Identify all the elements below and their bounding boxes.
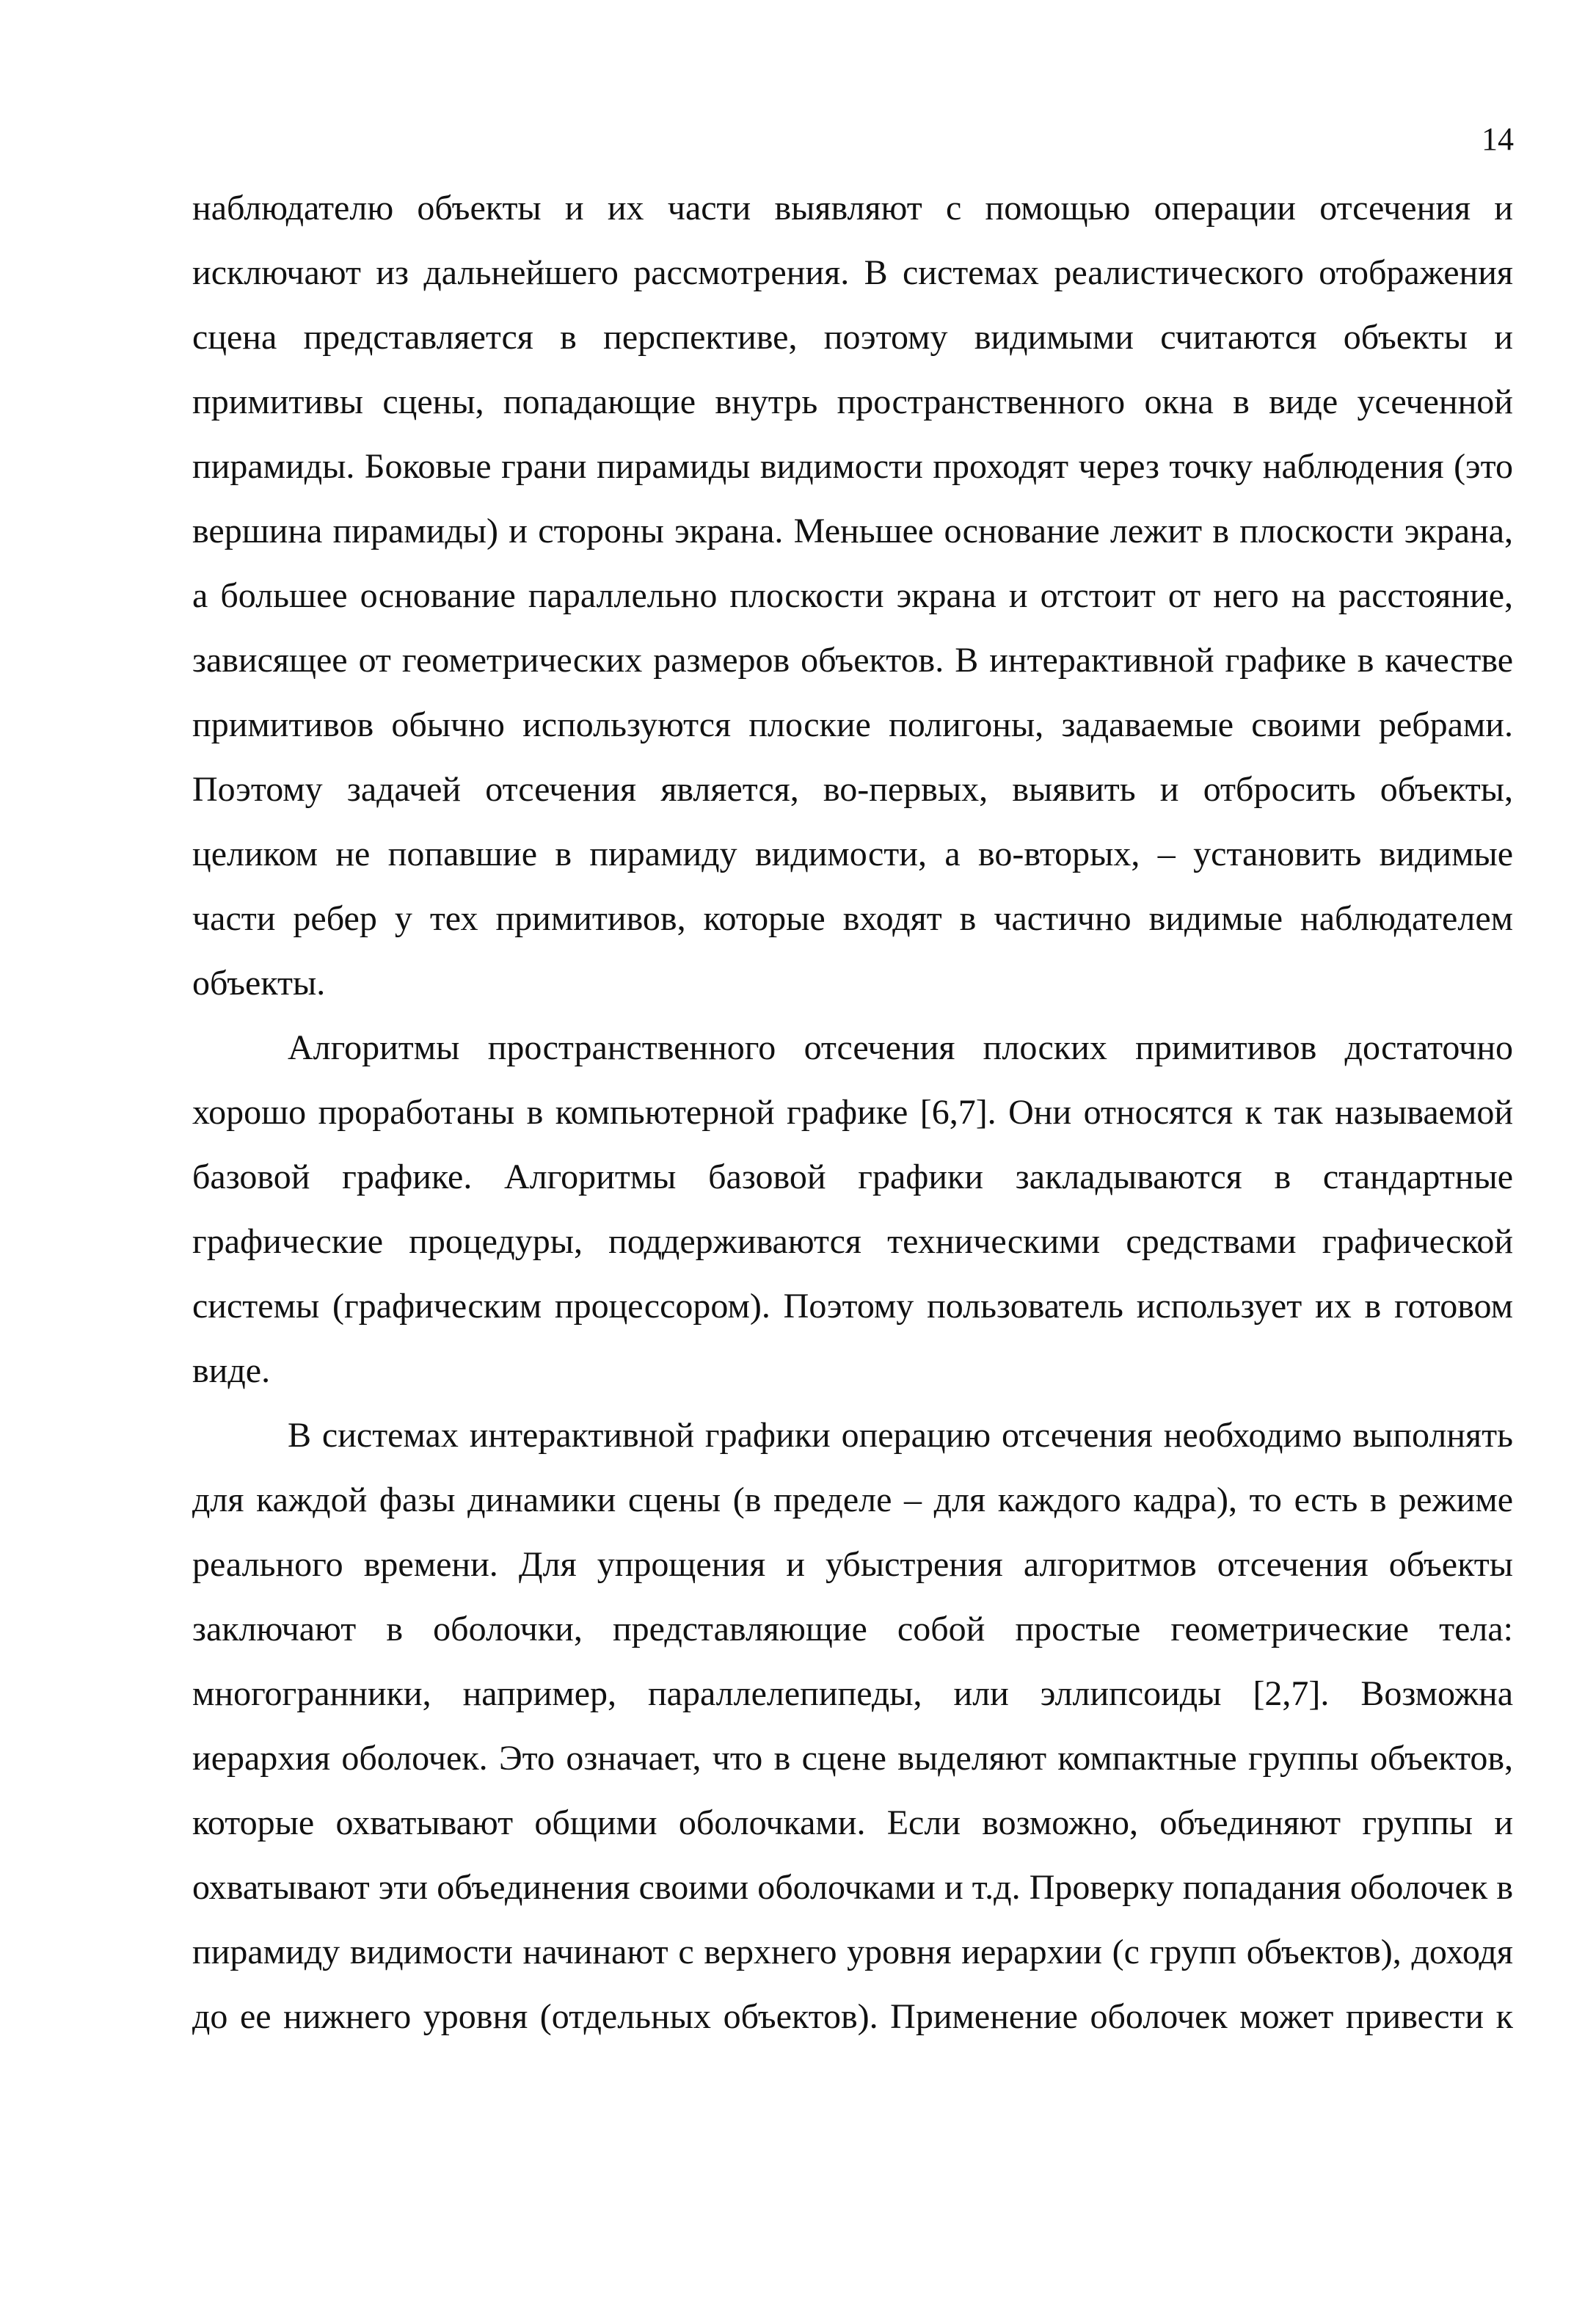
paragraph-2: Алгоритмы пространственного отсечения плоских примитивов достаточно хорошо проработаны в компьютерной графике [6,7]. Они относятся к так называемой базовой графике. Алгоритмы базовой графики закладываются в стандартные графические процедуры, поддерживаются техническими средствами графической системы (графическим процессором). Поэтому пользователь использует их в готовом виде.: [192, 1028, 1513, 1390]
paragraph-1: наблюдателю объекты и их части выявляют с помощью операции отсечения и исключают из дальнейшего рассмотрения. В системах реалистического отображения сцена представляется в перспективе, поэтому видимыми считаются объекты и примитивы сцены, попадающие внутрь пространственного окна в виде усеченной пирамиды. Боковые грани пирамиды видимости проходят через точку наблюдения (это вершина пирамиды) и стороны экрана. Меньшее основание лежит в плоскости экрана, а большее основание параллельно плоскости экрана и отстоит от него на расстояние, зависящее от геометрических размеров объектов. В интерактивной графике в качестве примитивов обычно используются плоские полигоны, задаваемые своими ребрами. Поэтому задачей отсечения является, во-первых, выявить и отбросить объекты, целиком не попавшие в пирамиду видимости, а во-вторых, – установить видимые части ребер у тех примитивов, которые входят в частично видимые наблюдателем объекты.: [192, 189, 1513, 1003]
paragraph-3: В системах интерактивной графики операцию отсечения необходимо выполнять для каждой фазы динамики сцены (в пределе – для каждого кадра), то есть в режиме реального времени. Для упрощения и убыстрения алгоритмов отсечения объекты заключают в оболочки, представляющие собой простые геометрические тела: многогранники, например, параллелепипеды, или эллипсоиды [2,7]. Возможна иерархия оболочек. Это означает, что в сцене выделяют компактные группы объектов, которые охватывают общими оболочками. Если возможно, объединяют группы и охватывают эти объединения своими оболочками и т.д. Проверку попадания оболочек в пирамиду видимости начинают с верхнего уровня иерархии (с групп объектов), доходя до ее нижнего уровня (отдельных объектов). Применение оболочек может привести к: [192, 1416, 1513, 2036]
document-body: [192, 176, 1513, 2049]
page-number: 14: [1482, 121, 1514, 157]
